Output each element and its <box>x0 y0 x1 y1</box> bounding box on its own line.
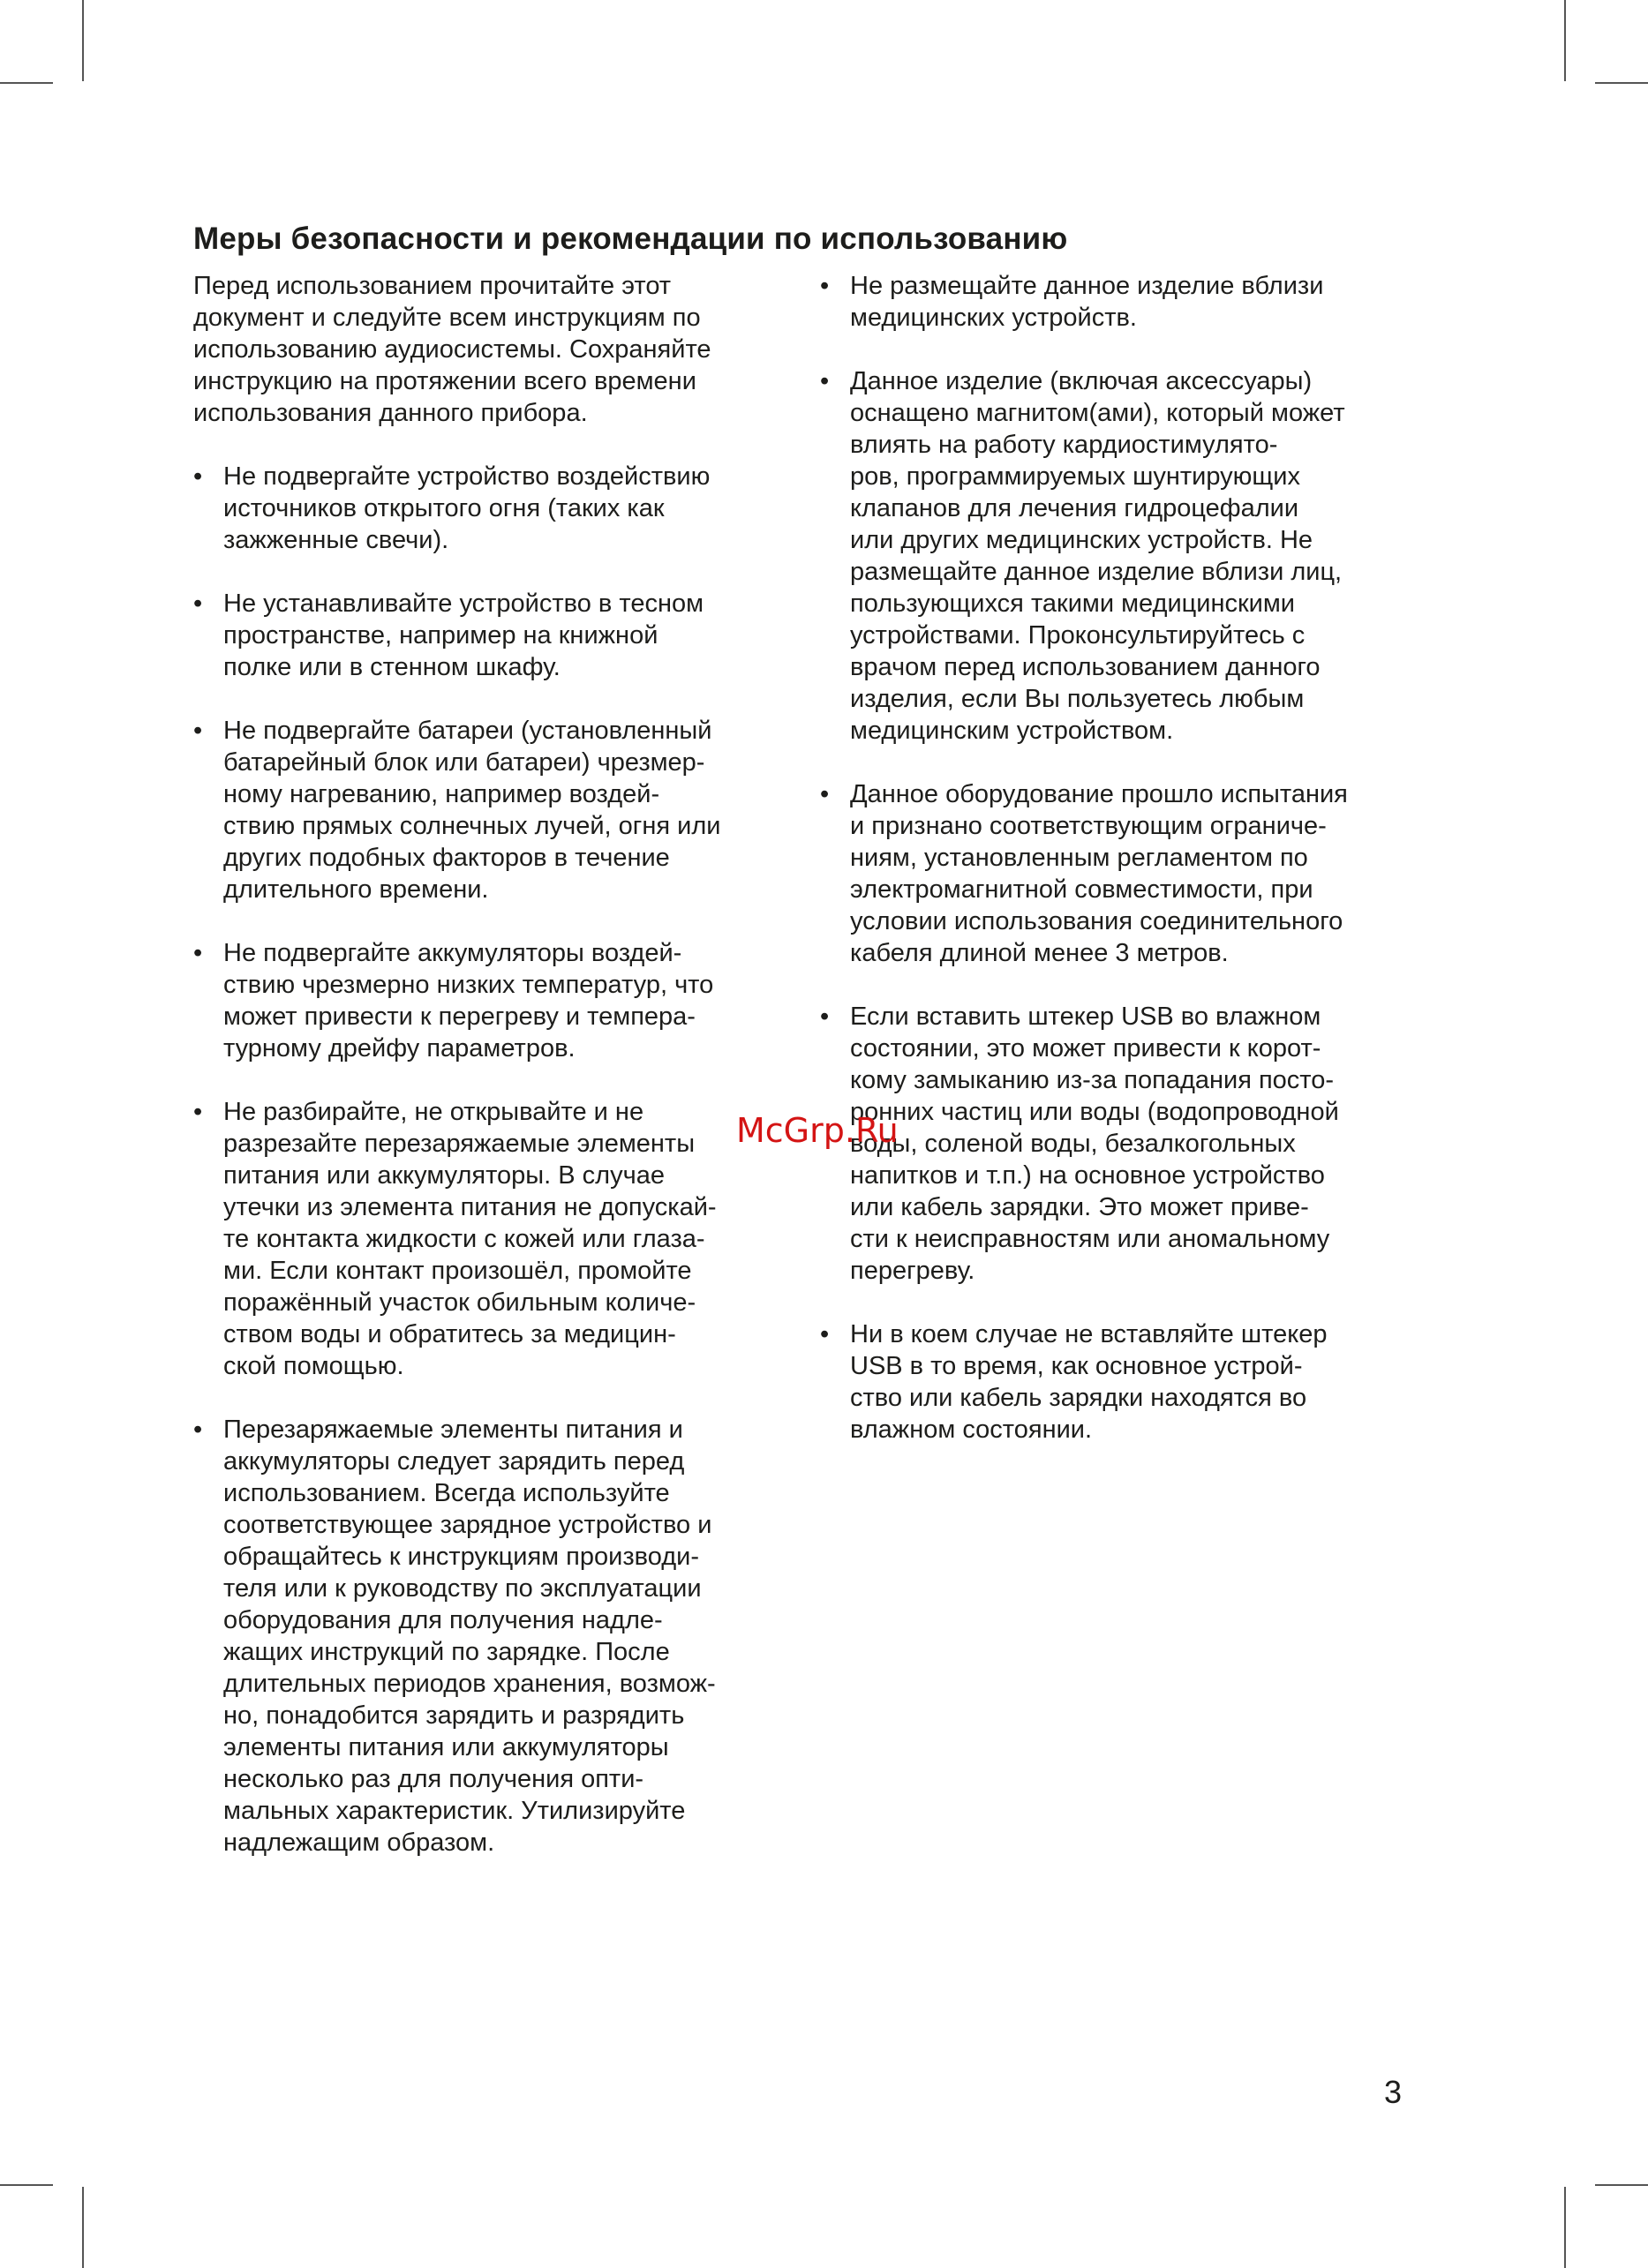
bullet: • <box>193 717 203 745</box>
bullet: • <box>820 1320 830 1348</box>
list-item <box>193 937 794 1064</box>
bullet: • <box>193 590 203 618</box>
watermark: McGrp.Ru <box>736 1111 899 1150</box>
list-item <box>193 1096 794 1382</box>
list-item <box>193 1414 794 1859</box>
list-item <box>820 1318 1420 1446</box>
left-column <box>193 270 794 1859</box>
list-item-text: Не подвергайте батареи (установленный батарейный блок или батареи) чрезмер- ному нагреванию, например воздей- ствию прямых солнечных лучей, огня или других подобных факторов в течение длительного времени. <box>223 717 721 904</box>
list-item <box>820 1001 1420 1287</box>
list-item-text: Не устанавливайте устройство в тесном пространстве, например на книжной полке или в стенном шкафу. <box>223 590 704 681</box>
list-item <box>193 461 794 556</box>
list-item-text: Не подвергайте устройство воздействию источников открытого огня (таких как зажженные свечи). <box>223 462 711 554</box>
page-number: 3 <box>1384 2074 1403 2110</box>
list-item <box>820 365 1420 747</box>
list-item-text: Данное оборудование прошло испытания и признано соответствующим ограниче- ниям, установленным регламентом по электромагнитной совместимости, при условии использования соединительного кабеля длиной менее 3 метров. <box>850 780 1348 967</box>
list-item-text: Не подвергайте аккумуляторы воздей- ствию чрезмерно низких температур, что может привести к перегреву и темпера- турному дрейфу параметров. <box>223 939 714 1063</box>
bullet: • <box>820 367 830 395</box>
bullet: • <box>193 1416 203 1444</box>
bullet: • <box>193 939 203 967</box>
crop-mark-top-right-horizontal <box>1595 82 1648 84</box>
page-title: Меры безопасности и рекомендации по использованию <box>193 222 1068 257</box>
list-item-text: Если вставить штекер USB во влажном состоянии, это может привести к корот- кому замыканию из-за попадания посто- ронних частиц или воды (водопроводной воды, соленой воды, безалкогольных напитков и т.п.) на основное устройство или кабель зарядки. Это может приве- сти к неисправностям или аномальному перегреву. <box>850 1003 1339 1285</box>
list-item-text: Не размещайте данное изделие вблизи медицинских устройств. <box>850 272 1324 332</box>
right-column <box>820 270 1420 1446</box>
crop-mark-bottom-left-horizontal <box>0 2184 53 2186</box>
crop-mark-bottom-right-horizontal <box>1595 2184 1648 2186</box>
crop-mark-top-left-horizontal <box>0 82 53 84</box>
crop-mark-top-right-vertical <box>1564 0 1566 81</box>
crop-mark-bottom-right-vertical <box>1564 2187 1566 2268</box>
list-item <box>193 588 794 683</box>
crop-mark-bottom-left-vertical <box>82 2187 84 2268</box>
list-item <box>193 715 794 905</box>
bullet: • <box>193 462 203 491</box>
bullet: • <box>820 1003 830 1031</box>
intro-paragraph: Перед использованием прочитайте этот документ и следуйте всем инструкциям по использованию аудиосистемы. Сохраняйте инструкцию на протяжении всего времени использования данного прибора. <box>193 272 711 427</box>
list-item-text: Ни в коем случае не вставляйте штекер USB в то время, как основное устрой- ство или кабель зарядки находятся во влажном состоянии. <box>850 1320 1328 1444</box>
list-item-text: Данное изделие (включая аксессуары) оснащено магнитом(ами), который может влиять на работу кардиостимулято- ров, программируемых шунтирующих клапанов для лечения гидроцефалии или других медицинских устройств. Не размещайте данное изделие вблизи лиц, пользующихся такими медицинскими устройствами. Проконсультируйтесь с врачом перед использованием данного изделия, если Вы пользуетесь любым медицинским устройством. <box>850 367 1345 745</box>
bullet: • <box>820 780 830 808</box>
crop-mark-top-left-vertical <box>82 0 84 81</box>
list-item <box>820 778 1420 969</box>
list-item-text: Перезаряжаемые элементы питания и аккумуляторы следует зарядить перед использованием. Всегда используйте соответствующее зарядное устройство и обращайтесь к инструкциям производи- теля или к руководству по эксплуатации оборудования для получения надле- жащих инструкций по зарядке. После длительных периодов хранения, возмож- но, понадобится зарядить и разрядить элементы питания или аккумуляторы несколько раз для получения опти- мальных характеристик. Утилизируйте надлежащим образом. <box>223 1416 716 1857</box>
bullet: • <box>820 272 830 300</box>
list-item-text: Не разбирайте, не открывайте и не разрезайте перезаряжаемые элементы питания или аккумуляторы. В случае утечки из элемента питания не допускай- те контакта жидкости с кожей или глаза- ми. Если контакт произошёл, промойте поражённый участок обильным количе- ством воды и обратитесь за медицин- ской помощью. <box>223 1098 717 1380</box>
bullet: • <box>193 1098 203 1126</box>
list-item <box>820 270 1420 334</box>
